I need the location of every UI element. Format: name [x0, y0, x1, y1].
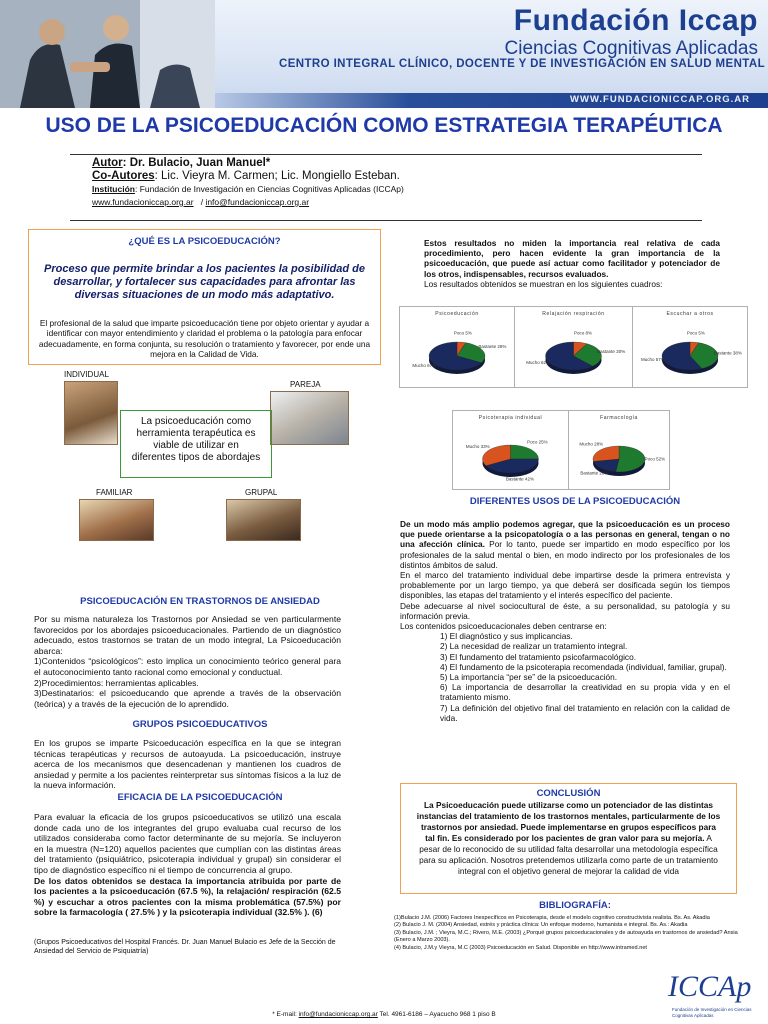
eficacia-footnote: (Grupos Psicoeducativos del Hospital Francés. Dr. Juan Manuel Bulacio es Jefe de la Sección de Ansiedad del Servicio de Psiquiatría) — [34, 939, 336, 955]
ansiedad-item-1: 1)Contenidos “psicológicos”: esto implica un conocimiento teórico general para el autoconocimiento tanto racional como emocional y conductual. — [34, 656, 341, 677]
bibliografia-ref: (4) Bulacio, J.M.y Vieyra, M.C (2003) Psicoeducación en Salud. Disponible en http://www.intramed.net — [394, 944, 647, 951]
pie-chart-svg — [453, 425, 568, 489]
usos-item: 3) El fundamento del tratamiento psicofarmacológico. — [440, 651, 637, 662]
brand-subtitle: Ciencias Cognitivas Aplicadas — [504, 38, 758, 59]
grupos-heading: GRUPOS PSICOEDUCATIVOS — [132, 719, 268, 730]
pie-chart-box — [514, 306, 633, 388]
eficacia-body — [34, 812, 341, 918]
footer-email-link[interactable]: info@fundacioniccap.org.ar — [298, 1011, 378, 1018]
conclusion-bold: La Psicoeducación puede utilizarse como un potenciador de las distintas instancias del tratamiento de los trastornos mentales, particularmente de los trastornos por ansiedad. Puede implementarse en grupos específicos para tal fin. Es considerado por los pacientes de gran valor para su mejoría. — [416, 800, 721, 843]
pie-label: Mucho 67% — [412, 363, 437, 369]
autor-label: Autor — [92, 157, 123, 169]
que-es-box — [28, 229, 381, 365]
pie-chart-svg — [515, 321, 632, 387]
resultados-bold: Estos resultados no miden la importancia real relativa de cada procedimiento, pero hacen evidente la gran importancia de la psicoeducación, que puede así actuar como facilitador y potenciador de los otros, indispensables, recursos evaluados. — [424, 238, 720, 279]
grupos-body: En los grupos se imparte Psicoeducación específica en la que se integran técnicas terapéuticas y recursos de autoayuda. La psicoeducación, instruye acerca de los mecanismos que desencadenan y mantienen los cuadros de ansiedad y permite a los pacientes reinterpretar sus síntomas físicos a la luz de la nueva información. — [34, 738, 341, 791]
ansiedad-item-2: 2)Procedimientos: herramientas aplicables. — [34, 677, 199, 688]
footer-rest: Tel. 4961-6186 – Ayacucho 968 1 piso B — [377, 1011, 496, 1018]
label-familiar: FAMILIAR — [96, 488, 133, 497]
web-link[interactable]: www.fundacioniccap.org.ar — [92, 197, 194, 207]
eficacia-heading: EFICACIA DE LA PSICOEDUCACIÓN — [117, 792, 283, 803]
divider-authors — [70, 220, 702, 221]
email-link[interactable]: info@fundacioniccap.org.ar — [205, 197, 310, 207]
pie-label: Mucho 57% — [641, 356, 665, 362]
pie-label: Poco 5% — [686, 330, 705, 336]
usos-heading: DIFERENTES USOS DE LA PSICOEDUCACIÓN — [469, 496, 681, 507]
que-es-lead: Proceso que permite brindar a los pacientes la posibilidad de desarrollar, y fortalecer sus capacidades para afrontar las diversas situaciones de un modo más adaptativo. — [44, 263, 365, 301]
conclusion-rest: A pesar de lo reconocido de su utilidad falta desarrollar una metodología específica para su aplicación. Nosotros pretendemos utilizarla como parte de un tratamiento integral con el objetivo general de mejorar la calidad de vida — [419, 833, 718, 876]
pie-label: Mucho 62% — [526, 360, 551, 366]
pie-label: Bastante 28% — [478, 343, 507, 349]
label-individual: INDIVIDUAL — [64, 370, 109, 379]
pie-chart-box — [568, 410, 670, 490]
pie-label: Poco 8% — [573, 330, 592, 336]
usos-body — [400, 519, 730, 723]
bibliografia-heading: BIBLIOGRAFÍA: — [539, 900, 611, 911]
usos-p3: Debe adecuarse al nivel sociocultural de éste, a su personalidad, su patología y su información previa. — [400, 600, 730, 621]
pie-chart-title: Escuchar a otros — [666, 311, 714, 317]
usos-p1-rest: Por lo tanto, puede ser impartido en modo específico por los profesionales de la salud mental o bien, en modo indirecto por los profesionales de los distintos ámbitos de salud. — [400, 539, 730, 570]
eficacia-p2: De los datos obtenidos se destaca la importancia atribuida por parte de los pacientes a la psicoeducación (67.5 %), la relajación/ respiración (62.5 %) y escuchar a otros pacientes con la misma problemática (57.5%) por sobre la farmacología ( 27.5% ) y la psicoterapia individual (32.5% ). (6) — [34, 875, 341, 918]
usos-item: 1) El diagnóstico y sus implicancias. — [440, 631, 573, 642]
usos-item: 2) La necesidad de realizar un tratamiento integral. — [440, 641, 628, 652]
bibliografia-ref: (2) Bulacio J. M. (2004) Ansiedad, estrés y práctica clínica: Un enfoque moderno, humanista e integral. Bs. As.: Akadia — [394, 922, 688, 929]
pie-slice-poco — [511, 445, 539, 459]
pie-label: Mucho 28% — [579, 441, 604, 447]
link-separator: / — [200, 197, 204, 207]
iccap-logo: ICCAp — [668, 970, 752, 1003]
institucion-label: Institución — [92, 184, 135, 194]
pie-label: Bastante 38% — [713, 350, 742, 356]
coautores-names: : Lic. Vieyra M. Carmen; Lic. Mongiello Esteban. — [154, 170, 400, 182]
abordajes-text: La psicoeducación como herramienta terapéutica es viable de utilizar en diferentes tipos de abordajes — [131, 416, 261, 463]
pie-chart-box — [632, 306, 748, 388]
footer-contact — [0, 1011, 768, 1018]
usos-item: 7) La definición del objetivo final del tratamiento en relación con la calidad de vida. — [440, 702, 730, 723]
pie-chart-title: Psicoterapia individual — [478, 415, 543, 421]
pie-chart-title: Farmacología — [600, 415, 638, 421]
ansiedad-item-3: 3)Destinatarios: el psicoeducando que aprende a través de la observación (teórica) y a través de la ejecución de lo aprendido. — [34, 688, 341, 709]
conclusion-text — [415, 800, 722, 877]
brand-strip: CENTRO INTEGRAL CLÍNICO, DOCENTE Y DE INVESTIGACIÓN EN SALUD MENTAL — [279, 58, 765, 70]
ansiedad-p1: Por su misma naturaleza los Trastornos por Ansiedad se ven particularmente favorecidos por los abordajes psicoeducacionales. Partiendo de un diagnóstico adecuado, estos trastornos se tratan de un modo integral, La Psicoeducación abarca: — [34, 614, 341, 656]
pie-chart-title: Psicoeducación — [435, 311, 479, 317]
pie-chart-svg — [400, 321, 514, 387]
pie-chart-svg — [633, 321, 747, 387]
pie-chart-title: Relajación respiración — [542, 311, 605, 317]
ansiedad-heading: PSICOEDUCACIÓN EN TRASTORNOS DE ANSIEDAD — [80, 596, 320, 607]
usos-item: 5) La importancia “per se” de la psicoeducación. — [440, 672, 618, 683]
pie-chart-box — [452, 410, 569, 490]
pie-chart-box — [399, 306, 515, 388]
usos-p4: Los contenidos psicoeducacionales deben centrarse en: — [400, 621, 607, 632]
que-es-heading: ¿QUÉ ES LA PSICOEDUCACIÓN? — [128, 236, 281, 247]
footer-prefix: * E-mail: — [272, 1011, 299, 1018]
usos-p2: En el marco del tratamiento individual debe impartirse desde la primera entrevista y probablemente por un largo tiempo, ya que deberá ser dosificada según los tiempos disponibles, las etapas del tratamiento y el interés específico del paciente. — [400, 570, 730, 601]
label-grupal: GRUPAL — [245, 488, 278, 497]
header-photo — [0, 0, 215, 108]
brand-title: Fundación Iccap — [513, 4, 758, 37]
pie-label: Bastante 42% — [505, 476, 534, 482]
institucion-name: : Fundación de Investigación en Ciencias Cognitivas Aplicadas (ICCAp) — [134, 184, 404, 194]
autor-name: : Dr. Bulacio, Juan Manuel* — [122, 157, 271, 169]
website-text[interactable]: WWW.FUNDACIONICCAP.ORG.AR — [570, 94, 750, 105]
que-es-body: El profesional de la salud que imparte psicoeducación tiene por objeto orientar y ayudar a identificar con mayor entendimiento y claridad el problema o la patología para enfocar adecuadamente, en forma conjunta, su resolución o tratamiento y favorecer, por ende una mejora en la Calidad de Vida. — [38, 318, 371, 360]
coautores-label: Co-Autores — [92, 170, 155, 182]
image-grupal — [226, 499, 301, 541]
bibliografia-list — [394, 915, 739, 952]
bibliografia-ref: (1)Bulacio J.M. (2006) Factores Inespecíficos en Psicoterapia, desde el modelo cognitivo constructivista realista. Bs. As. Akadia — [394, 915, 710, 921]
pie-label: Mucho 33% — [465, 443, 490, 449]
image-individual — [64, 381, 118, 445]
pie-label: Bastante 20% — [580, 470, 609, 476]
resultados-intro: Los resultados obtenidos se muestran en los siguientes cuadros: — [424, 278, 663, 289]
ansiedad-body — [34, 614, 341, 709]
conclusion-heading: CONCLUSIÓN — [536, 788, 601, 799]
usos-p1-bold: De un modo más amplio podemos agregar, que la psicoeducación es un proceso que puede orientarse a la psicopatología o a las personas en general, tengan o no una afección clínica. — [400, 519, 730, 550]
image-familiar — [79, 499, 154, 541]
abordajes-box — [120, 410, 272, 478]
divider-top — [70, 154, 702, 155]
image-pareja — [270, 391, 349, 445]
pie-label: Poco 52% — [644, 456, 666, 462]
resultados-text — [424, 238, 720, 289]
conclusion-box — [400, 783, 737, 894]
bibliografia-ref: (3) Bulacio, J.M. ; Vieyra, M.C.; Rivero, M.E. (2003) ¿Porqué grupos psicoeducacionales y de autoayuda en trastornos de ansiedad? Ansia (Enero a Marzo 2003). — [394, 929, 738, 944]
usos-item: 6) La importancia de desarrollar la creatividad en su propia vida y en el tratamiento mismo. — [440, 682, 730, 703]
pie-slice-mucho — [593, 446, 619, 461]
pie-label: Poco 5% — [453, 330, 472, 336]
usos-item: 4) El fundamento de la psicoterapia recomendada (individual, familiar, grupal). — [440, 661, 727, 672]
pie-label: Poco 25% — [527, 439, 548, 445]
header-banner — [0, 0, 768, 108]
page-title: USO DE LA PSICOEDUCACIÓN COMO ESTRATEGIA TERAPÉUTICA — [45, 114, 723, 137]
label-pareja: PAREJA — [290, 380, 321, 389]
iccap-logo-subtitle: Fundación de Investigación en Ciencias Cognitivas Aplicadas — [672, 1007, 752, 1018]
pie-chart-svg — [569, 425, 669, 489]
pie-label: Bastante 30% — [597, 349, 626, 355]
authors-block — [92, 157, 702, 209]
eficacia-p1: Para evaluar la eficacia de los grupos psicoeducativos se utilizó una escala donde cada uno de los integrantes del grupo evaluaba cual recurso de los utilizados consideraba como factor determinante de su mejoría. Se incluyeron en la muestra (N=120) aquellos pacientes que cumplían con las distintas áreas del tratamiento (psiquiátrico, psicoterapia individual y grupal) sin considerar el tipo de diagnóstico específico ni el tiempo de concurrencia al grupo. — [34, 812, 341, 875]
